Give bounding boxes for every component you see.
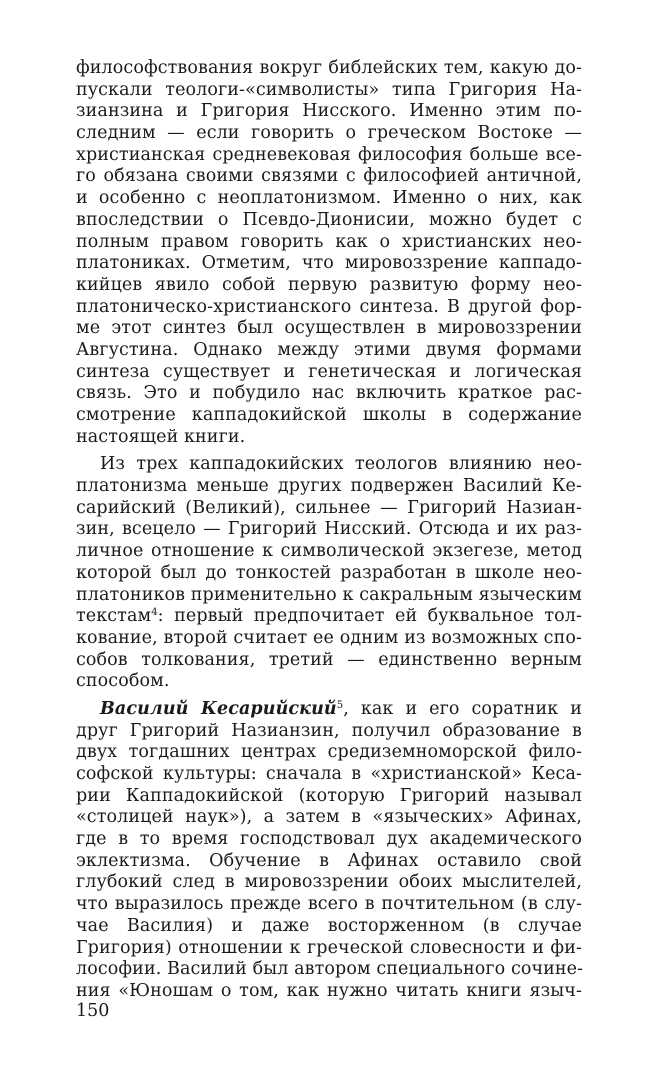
text-line <box>76 606 582 628</box>
text-line: полным правом говорить как о христианских нео- <box>76 231 582 252</box>
text-line: где в то время господствовал дух академического <box>76 829 582 850</box>
text-line: Августина. Однако между этими двумя формами <box>76 339 582 360</box>
person-name-vasily: Василий Кесарийский <box>100 698 337 719</box>
footnote-ref-4: 4 <box>151 607 158 619</box>
text-line: глубокий след в мировоззрении обоих мыслителей, <box>76 872 582 893</box>
text-line: способом. <box>76 671 170 692</box>
text-line: ния «Юношам о том, как нужно читать книги языч- <box>76 980 582 1001</box>
page-body <box>76 58 582 1003</box>
text-line: кование, второй считает ее одним из возможных спо- <box>76 627 582 648</box>
text-line: зианзина и Григория Нисского. Именно этим по- <box>76 101 582 122</box>
text-line: платониках. Отметим, что мировоззрение каппадо- <box>76 253 582 274</box>
text-line: друг Григорий Назианзин, получил образование в <box>76 720 582 741</box>
text-line: что выразилось прежде всего в почтительном (в слу- <box>76 894 582 915</box>
paragraph-2 <box>76 454 582 693</box>
text-line: которой был до тонкостей разработан в школе нео- <box>76 562 582 583</box>
text-line: «столицей наук»), а затем в «языческих» Афинах, <box>76 807 582 828</box>
text-line: и особенно с неоплатонизмом. Именно о них, как <box>76 188 582 209</box>
text-line: настоящей книги. <box>76 426 246 447</box>
text-line: связь. Это и побудило нас включить краткое рас- <box>76 383 582 404</box>
text-line: собов толкования, третий — единственно верным <box>76 649 582 670</box>
text-fragment: текстам <box>76 606 152 627</box>
text-line: эклектизма. Обучение в Афинах оставило свой <box>76 850 582 871</box>
text-line: платоников применительно к сакральным языческим <box>76 584 582 605</box>
text-line: рии Каппадокийской (которую Григорий называл <box>76 785 582 806</box>
text-line: синтеза существует и генетическая и логическая <box>76 361 582 382</box>
page-number: 150 <box>76 1001 110 1021</box>
text-line: платоническо-христианского синтеза. В другой фор- <box>76 296 582 317</box>
text-line: лософии. Василий был автором специального сочине- <box>76 959 584 980</box>
text-line: софской культуры: сначала в «христианской» Кеса- <box>76 764 582 784</box>
text-fragment: : первый предпочитает ей буквальное тол- <box>157 606 582 627</box>
text-line: пускали теологи-«символисты» типа Григория На- <box>76 79 582 100</box>
text-line: смотрение каппадокийской школы в содержание <box>76 405 582 425</box>
footnote-ref-5: 5 <box>336 699 344 711</box>
paragraph-3 <box>76 699 582 1003</box>
text-line: философствования вокруг библейских тем, какую до- <box>76 58 582 78</box>
text-line: чае Василия) и даже восторженном (в случае <box>76 915 582 936</box>
text-line: ме этот синтез был осуществлен в мировоззрении <box>76 318 582 339</box>
text-line: платонизма меньше других подвержен Василий Ке- <box>76 476 582 497</box>
text-line: зин, всецело — Григорий Нисский. Отсюда и их раз- <box>76 519 582 540</box>
text-line: Из трех каппадокийских теологов влиянию нео- <box>100 454 582 475</box>
text-line: двух тогдашних центрах средиземноморской фило- <box>76 742 582 763</box>
text-line <box>76 699 582 721</box>
text-line: го обязана своими связями с философией античной, <box>76 166 582 187</box>
text-fragment: , как и его соратник и <box>343 698 582 719</box>
text-line: сарийский (Великий), сильнее — Григорий Назиан- <box>76 497 582 518</box>
text-line: следним — если говорить о греческом Востоке — <box>76 123 582 144</box>
text-line: Григория) отношении к греческой словесности и фи- <box>76 937 582 958</box>
paragraph-1 <box>76 58 582 448</box>
text-line: личное отношение к символической экзегезе, метод <box>76 541 582 562</box>
text-line: кийцев явило собой первую развитую форму нео- <box>76 274 582 295</box>
text-line: впоследствии о Псевдо-Дионисии, можно будет с <box>76 209 582 230</box>
text-line: христианская средневековая философия больше все- <box>76 144 582 165</box>
